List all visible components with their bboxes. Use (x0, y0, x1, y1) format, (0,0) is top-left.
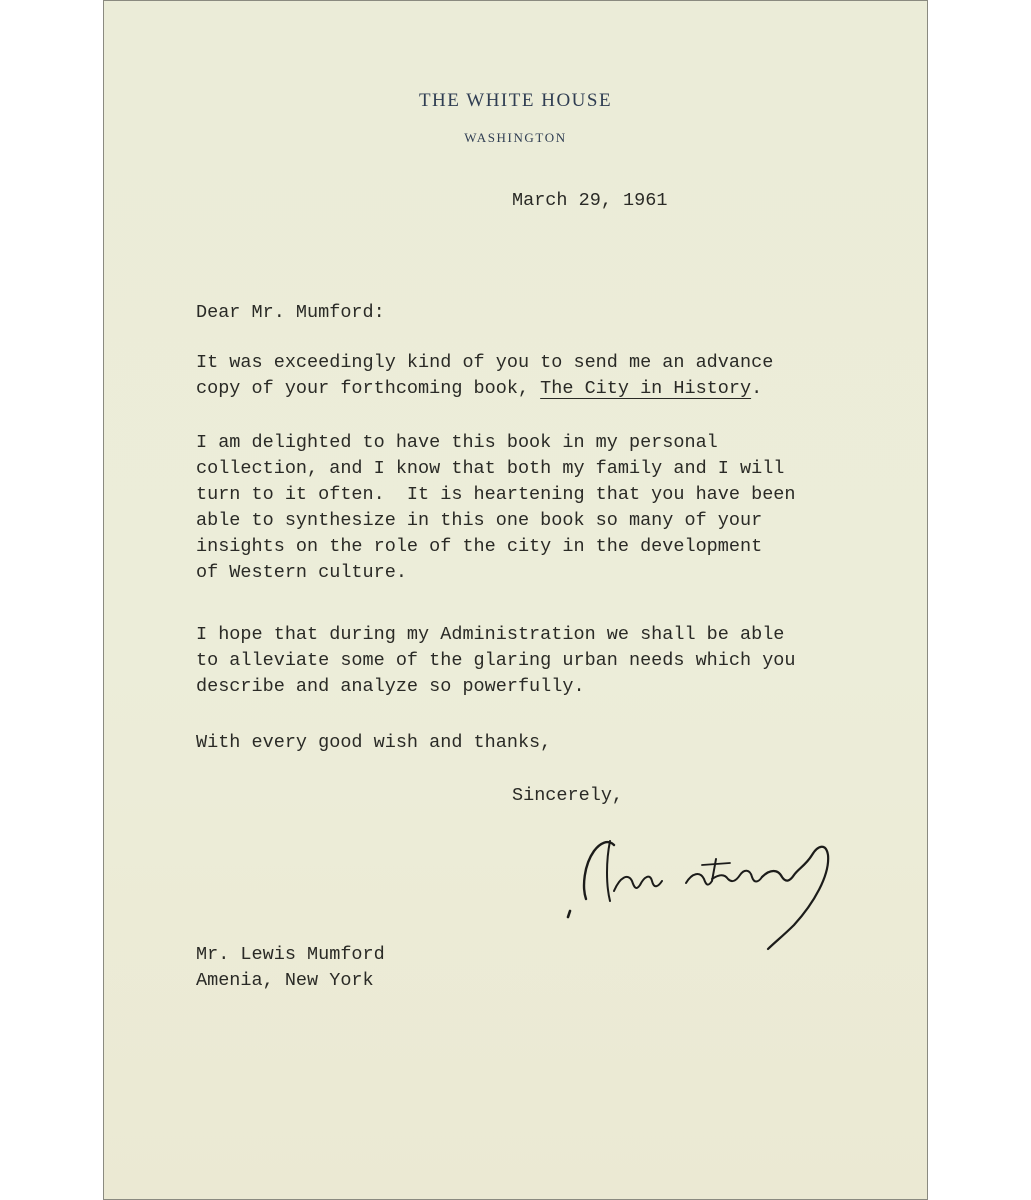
paragraph-1 (196, 350, 773, 402)
recipient-address: Amenia, New York (196, 970, 374, 991)
paragraph-2 (196, 430, 796, 586)
paragraph-2-line: turn to it often. It is heartening that you have been (196, 484, 796, 505)
paragraph-3-line: describe and analyze so powerfully. (196, 676, 585, 697)
letterhead-title: THE WHITE HOUSE (418, 90, 613, 111)
paragraph-3-line: to alleviate some of the glaring urban needs which you (196, 650, 796, 671)
paragraph-2-line: collection, and I know that both my family and I will (196, 458, 785, 479)
paragraph-1-line-2-suffix: . (751, 378, 763, 399)
paragraph-2-line: of Western culture. (196, 562, 407, 583)
paragraph-1-line-1: It was exceedingly kind of you to send me an advance (196, 352, 774, 373)
paragraph-2-line: I am delighted to have this book in my personal (196, 432, 718, 453)
paragraph-1-line-2-prefix: copy of your forthcoming book, (196, 378, 541, 399)
valediction: Sincerely, (512, 785, 624, 806)
letter-date: March 29, 1961 (512, 190, 668, 211)
recipient-block (196, 942, 385, 994)
letter-page (103, 0, 928, 1200)
closing-line: With every good wish and thanks, (196, 732, 552, 753)
book-title: The City in History (540, 378, 752, 399)
paragraph-2-line: able to synthesize in this one book so many of your (196, 510, 763, 531)
paragraph-2-line: insights on the role of the city in the development (196, 536, 763, 557)
handwritten-signature (554, 821, 844, 961)
salutation: Dear Mr. Mumford: (196, 302, 385, 323)
paragraph-3 (196, 622, 796, 700)
letterhead-subtitle: WASHINGTON (464, 130, 567, 145)
recipient-name: Mr. Lewis Mumford (196, 944, 385, 965)
paragraph-3-line: I hope that during my Administration we shall be able (196, 624, 785, 645)
